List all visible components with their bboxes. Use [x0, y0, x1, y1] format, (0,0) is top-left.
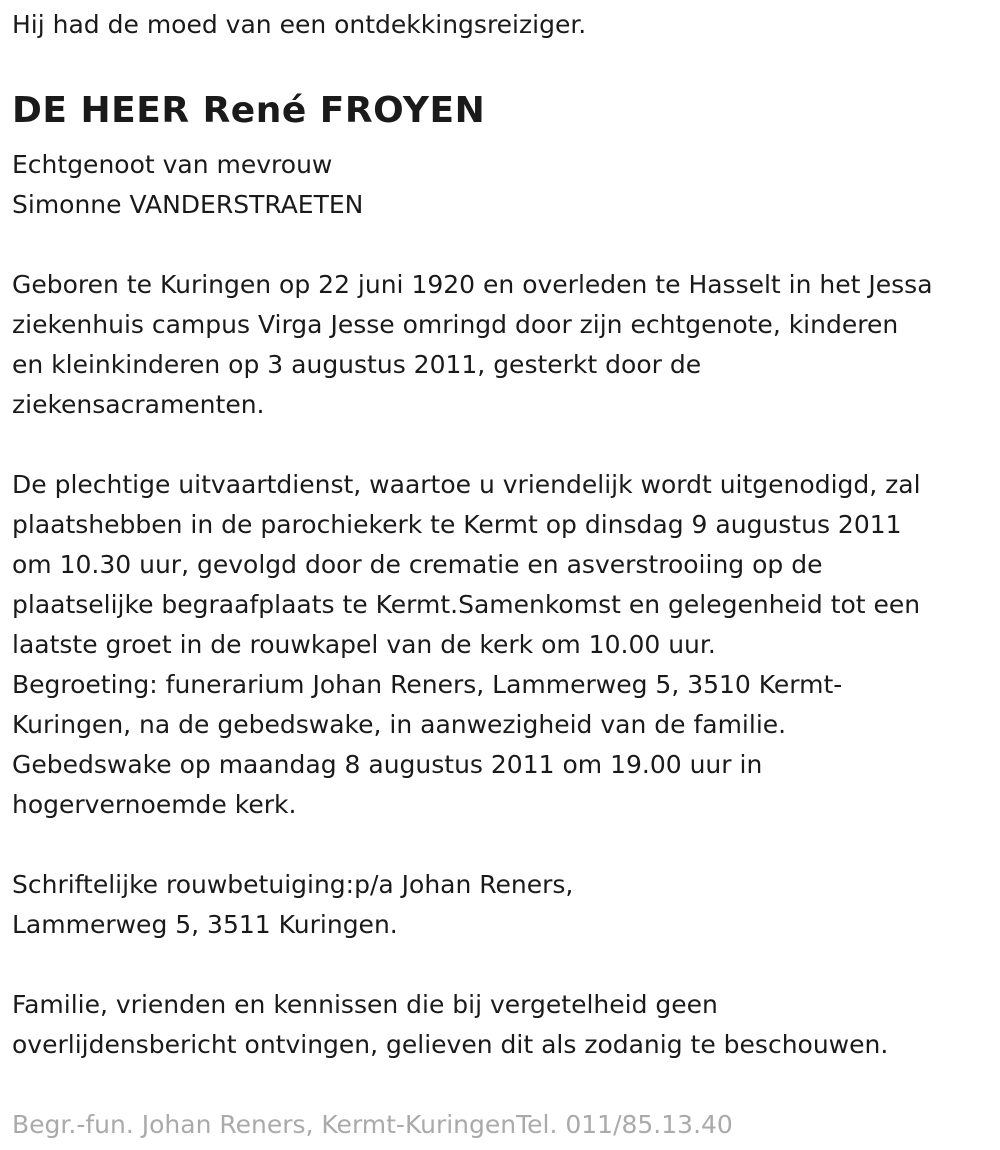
text-line: laatste groet in de rouwkapel van de kerk om 10.00 uur. — [12, 630, 716, 659]
text-line: Lammerweg 5, 3511 Kuringen. — [12, 910, 398, 939]
text-line: Begroeting: funerarium Johan Reners, Lammerweg 5, 3510 Kermt- — [12, 670, 843, 699]
text-line: overlijdensbericht ontvingen, gelieven dit als zodanig te beschouwen. — [12, 1030, 889, 1059]
text-line: plaatshebben in de parochiekerk te Kermt op dinsdag 9 augustus 2011 — [12, 510, 902, 539]
text-line: hogervernoemde kerk. — [12, 790, 297, 819]
birth-death-paragraph — [12, 265, 990, 425]
text-line: Familie, vrienden en kennissen die bij vergetelheid geen — [12, 990, 718, 1019]
text-line: om 10.30 uur, gevolgd door de crematie en asverstrooiing op de — [12, 550, 823, 579]
funeral-home-footer: Begr.-fun. Johan Reners, Kermt-KuringenTel. 011/85.13.40 — [12, 1110, 733, 1139]
text-line: De plechtige uitvaartdienst, waartoe u vriendelijk wordt uitgenodigd, zal — [12, 470, 921, 499]
opening-quote: Hij had de moed van een ontdekkingsreiziger. — [12, 10, 587, 39]
funeral-service-paragraph — [12, 465, 990, 825]
text-line: Schriftelijke rouwbetuiging:p/a Johan Reners, — [12, 870, 574, 899]
text-line: ziekensacramenten. — [12, 390, 265, 419]
spouse-line: Echtgenoot van mevrouw — [12, 150, 333, 179]
text-line: ziekenhuis campus Virga Jesse omringd door zijn echtgenote, kinderen — [12, 310, 899, 339]
family-note — [12, 985, 990, 1065]
text-line: Kuringen, na de gebedswake, in aanwezigheid van de familie. — [12, 710, 787, 739]
text-line: Geboren te Kuringen op 22 juni 1920 en overleden te Hasselt in het Jessa — [12, 270, 933, 299]
spouse-name: Simonne VANDERSTRAETEN — [12, 190, 364, 219]
text-line: Gebedswake op maandag 8 augustus 2011 om 19.00 uur in — [12, 750, 763, 779]
spouse-block — [12, 145, 990, 225]
condolence-address — [12, 865, 990, 945]
deceased-name: DE HEER René FROYEN — [12, 90, 486, 131]
text-line: plaatselijke begraafplaats te Kermt.Samenkomst en gelegenheid tot een — [12, 590, 921, 619]
text-line: en kleinkinderen op 3 augustus 2011, gesterkt door de — [12, 350, 702, 379]
